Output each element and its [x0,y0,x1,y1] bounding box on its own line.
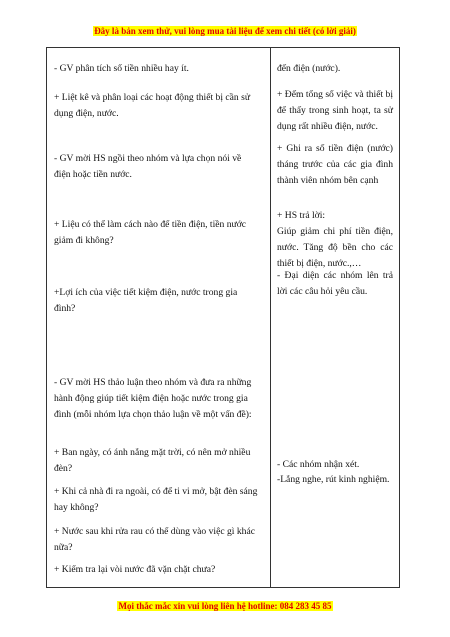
student-activity-line: + Ghi ra số tiền điện (nước) tháng trước của các gia đình thành viên nhóm bên cạnh [277,143,393,186]
teacher-activity-line: - GV mời HS ngồi theo nhóm và lựa chọn nói về điện hoặc tiền nước. [54,153,242,180]
teacher-activity-line: + Ban ngày, có ánh nắng mặt trời, có nên mở nhiều đèn? [54,447,251,474]
student-activity-line: + HS trả lời: [277,210,326,221]
preview-notice-text: Đây là bản xem thử, vui lòng mua tài liệu để xem chi tiết (có lời giải) [94,26,356,36]
teacher-activity-line: + Khi cả nhà đi ra ngoài, có để ti vi mở, bật đèn sáng hay không? [54,486,258,513]
teacher-activity-line: - GV phân tích số tiền nhiều hay ít. [54,63,189,74]
preview-notice-banner [0,26,450,36]
teacher-activity-line: + Liệu có thể làm cách nào để tiền điện, tiền nước giảm đi không? [54,219,247,246]
student-activity-line: đến điện (nước). [277,63,341,74]
student-activity-line: + Đếm tổng số việc và thiết bị để thấy trong sinh hoạt, ta sử dụng rất nhiều điện, nước. [277,89,393,132]
teacher-activity-line: - GV mời HS thảo luận theo nhóm và đưa ra những hành động giúp tiết kiệm điện hoặc nước trong gia đình (mỗi nhóm lựa chọn thảo luận về một vấn đề): [54,377,252,420]
student-activity-line: Giúp giảm chi phí tiền điện, nước. Tăng độ bền cho các thiết bị điện, nước.,… [277,226,393,269]
student-activity-line: - Các nhóm nhận xét. [277,459,360,470]
teacher-activity-line: + Liệt kê và phân loại các hoạt động thiết bị cần sử dụng điện, nước. [54,92,251,119]
hotline-banner [0,601,450,611]
teacher-activity-line: +Lợi ích của việc tiết kiệm điện, nước trong gia đình? [54,287,238,314]
teacher-activity-line: + Nước sau khi rửa rau có thể dùng vào việc gì khác nữa? [54,526,255,553]
student-activity-line: -Lắng nghe, rút kinh nghiệm. [277,474,390,485]
student-activity-line: - Đại diện các nhóm lên trả lời các câu hỏi yêu cầu. [277,270,393,297]
hotline-text: Mọi thắc mắc xin vui lòng liên hệ hotline: 084 283 45 85 [118,601,332,611]
column-divider [270,48,271,587]
teacher-activity-line: + Kiểm tra lại vòi nước đã vặn chặt chưa? [54,564,216,575]
lesson-table [46,47,400,588]
